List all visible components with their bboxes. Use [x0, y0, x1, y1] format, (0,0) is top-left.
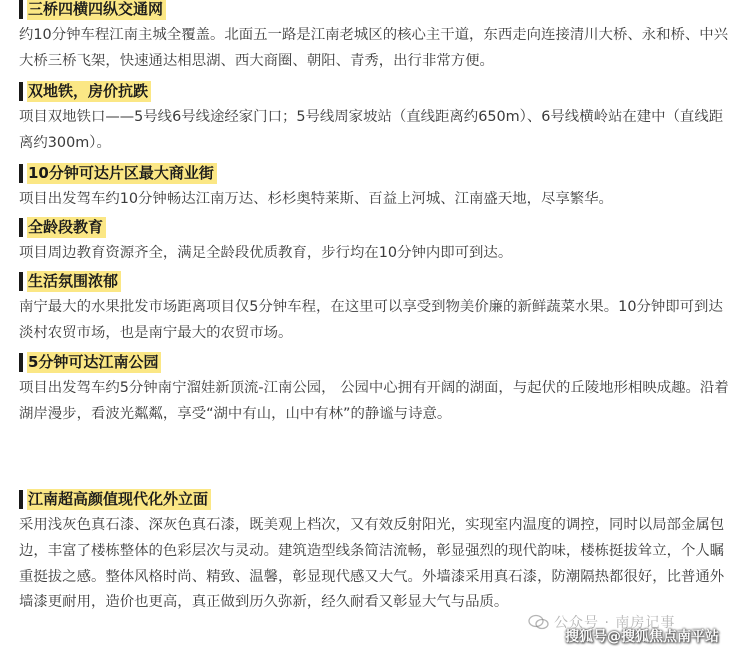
- heading-bar: [19, 164, 23, 183]
- section-heading-transport: [19, 0, 166, 20]
- heading-text: 全龄段教育: [27, 217, 106, 238]
- section-body-metro: 项目双地铁口——5号线6号线途经家门口；5号线周家坡站（直线距离约650m）、6号线横岭站在建中（直线距离约300m）。: [19, 109, 724, 151]
- heading-bar: [19, 218, 23, 237]
- heading-text: 三桥四横四纵交通网: [27, 0, 166, 20]
- watermark-text: 公众号 · 南房记事: [554, 615, 676, 631]
- section-heading-education: [19, 216, 106, 238]
- heading-bar: [19, 490, 23, 509]
- heading-bar: [19, 272, 23, 291]
- heading-bar: [19, 0, 23, 19]
- wechat-icon: [528, 614, 550, 630]
- heading-text: 江南超高颜值现代化外立面: [27, 489, 211, 510]
- section-body-life: 南宁最大的水果批发市场距离项目仅5分钟车程，在这里可以享受到物美价廉的新鲜蔬菜水果。10分钟即可到达淡村农贸市场，也是南宁最大的农贸市场。: [19, 299, 723, 341]
- section-heading-life: [19, 270, 121, 292]
- section-heading-metro: [19, 80, 151, 102]
- heading-text: 双地铁，房价抗跌: [27, 81, 151, 102]
- source-label: 搜狐号@搜狐焦点南平站: [565, 629, 719, 645]
- section-body-facade: 采用浅灰色真石漆、深灰色真石漆，既美观上档次，又有效反射阳光，实现室内温度的调控，同时以局部金属包边，丰富了楼栋整体的色彩层次与灵动。建筑造型线条简洁流畅，彰显强烈的现代韵味，楼栋挺拔耸立，个人瞩重挺拔之感。整体风格时尚、精致、温馨，彰显现代感又大气。外墙漆采用真石漆，防潮隔热都很好，比普通外墙漆更耐用，造价也更高，真正做到历久弥新，经久耐看又彰显大气与品质。: [19, 517, 725, 611]
- section-body-park: 项目出发驾车约5分钟南宁溜娃新顶流-江南公园， 公园中心拥有开阔的湖面，与起伏的丘陵地形相映成趣。沿着湖岸漫步，看波光粼粼，享受“湖中有山，山中有林”的静谧与诗意。: [19, 380, 729, 422]
- heading-text: 10分钟可达片区最大商业街: [27, 163, 217, 184]
- section-body-commerce: 项目出发驾车约10分钟畅达江南万达、杉杉奥特莱斯、百益上河城、江南盛天地，尽享繁华。: [19, 191, 613, 207]
- section-heading-commerce: [19, 162, 217, 184]
- heading-bar: [19, 353, 23, 372]
- section-body-education: 项目周边教育资源齐全，满足全龄段优质教育，步行均在10分钟内即可到达。: [19, 245, 513, 261]
- heading-text: 5分钟可达江南公园: [27, 352, 161, 373]
- section-body-transport: 约10分钟车程江南主城全覆盖。北面五一路是江南老城区的核心主干道，东西走向连接清川大桥、永和桥、中兴大桥三桥飞架，快速通达相思湖、西大商圈、朝阳、青秀，出行非常方便。: [19, 27, 729, 69]
- section-heading-park: [19, 351, 161, 373]
- section-heading-facade: [19, 488, 211, 510]
- heading-bar: [19, 82, 23, 101]
- heading-text: 生活氛围浓郁: [27, 271, 121, 292]
